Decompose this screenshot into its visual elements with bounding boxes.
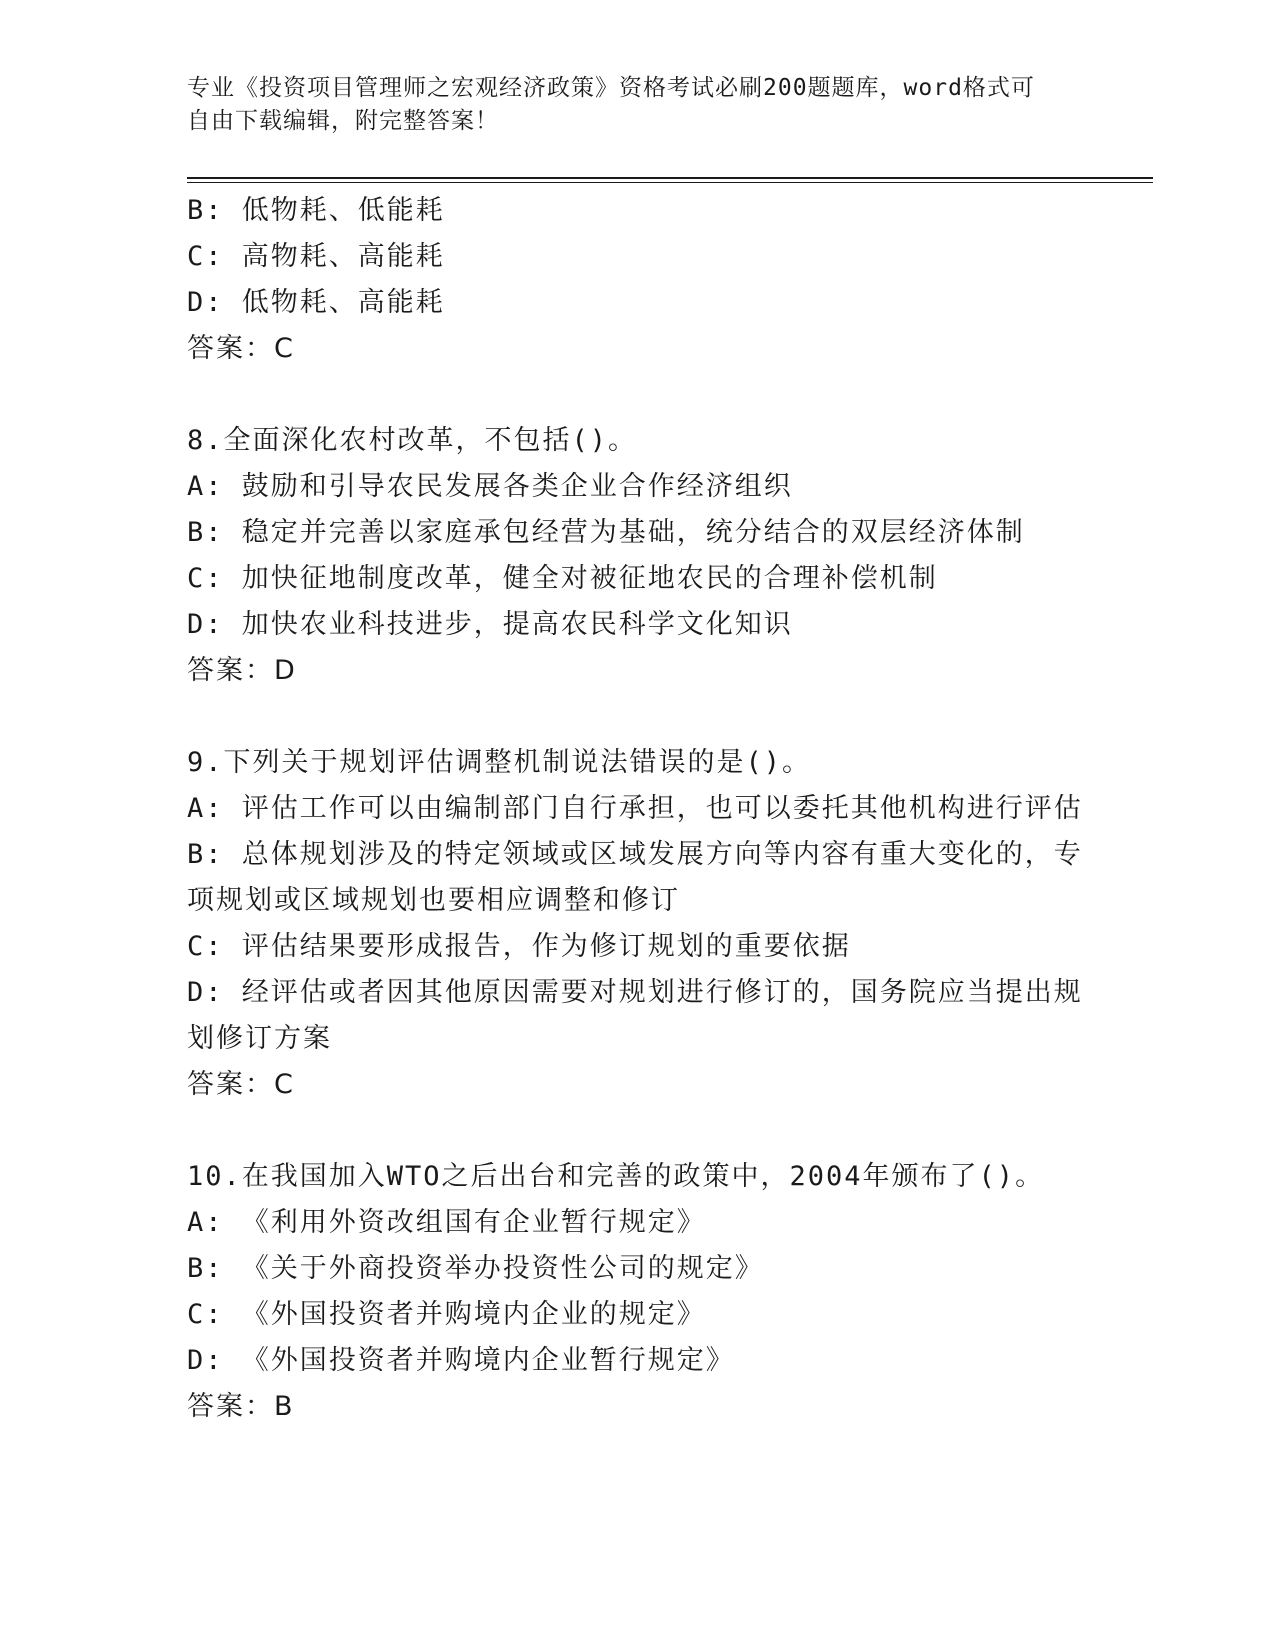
answer-line: 答案：C <box>187 1069 295 1100</box>
option-d: D: 低物耗、高能耗 <box>187 287 445 318</box>
question-fragment <box>187 188 1087 372</box>
option-a: A: 《利用外资改组国有企业暂行规定》 <box>187 1207 706 1238</box>
question-spacer <box>187 1108 1087 1154</box>
question-9 <box>187 740 1087 1108</box>
question-stem: 10.在我国加入WTO之后出台和完善的政策中，2004年颁布了()。 <box>187 1161 1045 1192</box>
option-c: C: 评估结果要形成报告，作为修订规划的重要依据 <box>187 931 851 962</box>
question-stem: 9.下列关于规划评估调整机制说法错误的是()。 <box>187 747 812 778</box>
header-divider-thick <box>187 177 1153 179</box>
question-10 <box>187 1154 1087 1430</box>
question-spacer <box>187 372 1087 418</box>
header-title-line-1: 专业《投资项目管理师之宏观经济政策》资格考试必刷200题题库，word格式可 <box>187 75 1035 101</box>
option-a: A: 评估工作可以由编制部门自行承担，也可以委托其他机构进行评估 <box>187 793 1083 824</box>
answer-line: 答案：C <box>187 333 295 364</box>
answer-line: 答案：D <box>187 655 297 686</box>
option-b: B: 低物耗、低能耗 <box>187 195 445 226</box>
question-8 <box>187 418 1087 694</box>
option-b: B: 《关于外商投资举办投资性公司的规定》 <box>187 1253 764 1284</box>
option-d: D: 经评估或者因其他原因需要对规划进行修订的，国务院应当提出规划修订方案 <box>187 977 1083 1054</box>
question-spacer <box>187 694 1087 740</box>
question-stem: 8.全面深化农村改革，不包括()。 <box>187 425 638 456</box>
option-d: D: 《外国投资者并购境内企业暂行规定》 <box>187 1345 735 1376</box>
page-header <box>187 72 1077 138</box>
header-title-line-2: 自由下载编辑，附完整答案！ <box>187 108 499 134</box>
answer-line: 答案：B <box>187 1391 295 1422</box>
header-divider-thin <box>187 182 1153 183</box>
option-a: A: 鼓励和引导农民发展各类企业合作经济组织 <box>187 471 793 502</box>
option-b: B: 稳定并完善以家庭承包经营为基础，统分结合的双层经济体制 <box>187 517 1025 548</box>
option-c: C: 加快征地制度改革，健全对被征地农民的合理补偿机制 <box>187 563 938 594</box>
option-c: C: 高物耗、高能耗 <box>187 241 445 272</box>
option-d: D: 加快农业科技进步，提高农民科学文化知识 <box>187 609 793 640</box>
option-c: C: 《外国投资者并购境内企业的规定》 <box>187 1299 706 1330</box>
option-b: B: 总体规划涉及的特定领域或区域发展方向等内容有重大变化的，专项规划或区域规划也要相应调整和修订 <box>187 839 1083 916</box>
question-list <box>187 188 1087 1430</box>
